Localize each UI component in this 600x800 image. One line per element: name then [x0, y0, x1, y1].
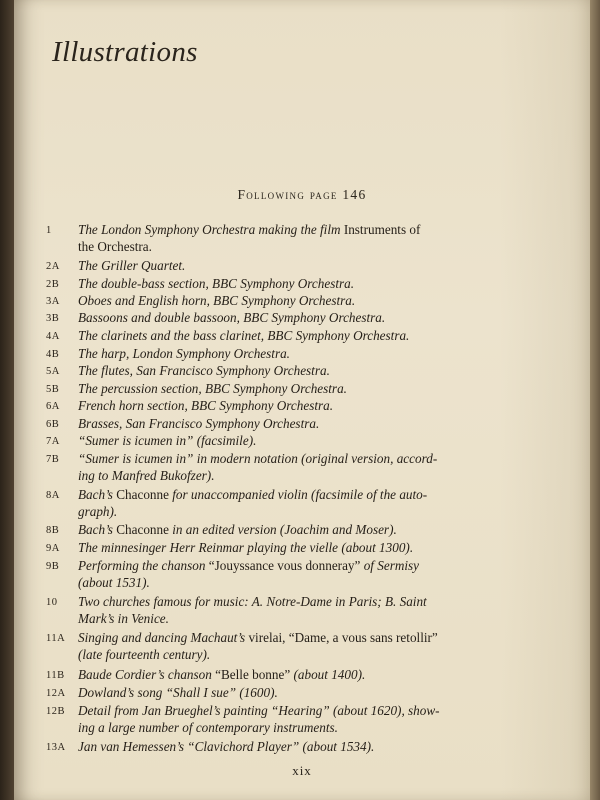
caption-line: [78, 450, 488, 467]
caption-segment: in an edited version (Joachim and Moser).: [168, 522, 397, 537]
caption: [78, 415, 488, 432]
caption-segment: of Sermisy: [360, 558, 419, 573]
plate-number: 8A: [46, 490, 60, 501]
plate-number: 3A: [46, 296, 60, 307]
caption-segment: Brasses, San Francisco Symphony Orchestra.: [78, 416, 320, 431]
caption: [78, 380, 488, 397]
caption-segment: The minnesinger Herr Reinmar playing the vielle (about 1300).: [78, 540, 414, 555]
caption-line: [78, 467, 488, 484]
caption-line: [78, 646, 488, 663]
plate-number: 12A: [46, 688, 66, 699]
caption-line: [78, 610, 488, 627]
plate-number: 13A: [46, 742, 66, 753]
caption-segment: The clarinets and the bass clarinet, BBC Symphony Orchestra.: [78, 328, 410, 343]
plate-number: 7A: [46, 436, 60, 447]
caption: [78, 432, 488, 449]
plate-number: 4B: [46, 349, 60, 360]
caption: [78, 275, 488, 292]
caption-line: [78, 684, 488, 701]
caption: [78, 539, 488, 556]
caption-line: [78, 257, 488, 274]
caption-segment: virelai, “Dame, a vous sans retollir”: [248, 630, 438, 645]
facing-page-bleed: [500, 0, 590, 800]
caption: [78, 397, 488, 414]
caption-line: [78, 666, 488, 683]
caption-segment: The double-bass section, BBC Symphony Orchestra.: [78, 276, 355, 291]
plate-number: 1: [46, 225, 52, 236]
caption-segment: French horn section, BBC Symphony Orchestra.: [78, 398, 334, 413]
caption: [78, 309, 488, 326]
plate-number: 9A: [46, 543, 60, 554]
plate-number: 3B: [46, 313, 60, 324]
caption-segment: Jan van Hemessen’s “Clavichord Player” (about 1534).: [78, 739, 375, 754]
caption-segment: The percussion section, BBC Symphony Orchestra.: [78, 381, 347, 396]
caption-segment: ing a large number of contemporary instruments.: [78, 720, 338, 735]
caption-segment: “Belle bonne”: [215, 667, 291, 682]
caption-segment: (late fourteenth century).: [78, 647, 211, 662]
caption: [78, 666, 488, 683]
caption-segment: The London Symphony Orchestra making the film: [78, 222, 344, 237]
caption-segment: Detail from Jan Brueghel’s painting “Hearing” (about 1620), show-: [78, 703, 440, 718]
section-heading: Following page 146: [237, 187, 367, 202]
caption-segment: graph).: [78, 504, 118, 519]
caption-segment: for unaccompanied violin (facsimile of the auto-: [168, 487, 428, 502]
caption-segment: Performing the chanson: [78, 558, 209, 573]
plate-number: 12B: [46, 706, 66, 717]
caption-line: [78, 629, 488, 646]
book-page: [14, 0, 590, 800]
caption-line: [78, 362, 488, 379]
caption-line: [78, 292, 488, 309]
page-title: Illustrations: [52, 36, 198, 68]
caption-line: [78, 432, 488, 449]
plate-number: 7B: [46, 454, 60, 465]
plate-number: 5B: [46, 384, 60, 395]
page-number: xix: [292, 763, 312, 778]
caption-segment: The flutes, San Francisco Symphony Orchestra.: [78, 363, 330, 378]
caption-line: [78, 397, 488, 414]
caption: [78, 327, 488, 344]
caption-line: [78, 574, 488, 591]
caption-line: [78, 486, 488, 503]
caption-line: [78, 221, 488, 238]
caption: [78, 292, 488, 309]
caption: [78, 557, 488, 591]
caption-segment: Bach’s: [78, 522, 117, 537]
caption-segment: The harp, London Symphony Orchestra.: [78, 346, 290, 361]
caption: [78, 684, 488, 701]
caption: [78, 257, 488, 274]
caption-segment: Two churches famous for music: A. Notre-Dame in Paris; B. Saint: [78, 594, 427, 609]
caption-line: [78, 521, 488, 538]
caption: [78, 629, 488, 663]
caption: [78, 221, 488, 255]
plate-number: 6B: [46, 419, 60, 430]
caption-segment: “Jouyssance vous donneray”: [208, 558, 361, 573]
plate-number: 2A: [46, 261, 60, 272]
plate-number: 2B: [46, 279, 60, 290]
caption: [78, 345, 488, 362]
caption-segment: “Sumer is icumen in” (facsimile).: [78, 433, 257, 448]
caption-segment: Chaconne: [116, 487, 169, 502]
caption-line: [78, 380, 488, 397]
caption-segment: Singing and dancing Machaut’s: [78, 630, 249, 645]
caption-segment: Chaconne: [116, 522, 169, 537]
caption-line: [78, 275, 488, 292]
plate-number: 9B: [46, 561, 60, 572]
plate-number: 11A: [46, 633, 66, 644]
plate-number: 10: [46, 597, 58, 608]
caption-line: [78, 503, 488, 520]
caption-segment: Baude Cordier’s chanson: [78, 667, 216, 682]
plate-number: 6A: [46, 401, 60, 412]
caption-segment: the Orchestra.: [78, 239, 152, 254]
caption-line: [78, 309, 488, 326]
caption-line: [78, 415, 488, 432]
caption-line: [78, 593, 488, 610]
plate-number: 8B: [46, 525, 60, 536]
caption-segment: (about 1400).: [290, 667, 366, 682]
caption-line: [78, 719, 488, 736]
caption-segment: Bassoons and double bassoon, BBC Symphony Orchestra.: [78, 310, 386, 325]
caption-line: [78, 238, 488, 255]
caption: [78, 593, 488, 627]
caption: [78, 362, 488, 379]
caption-line: [78, 345, 488, 362]
caption: [78, 450, 488, 484]
caption-line: [78, 557, 488, 574]
caption: [78, 486, 488, 520]
plate-number: 4A: [46, 331, 60, 342]
caption-segment: ing to Manfred Bukofzer).: [78, 468, 215, 483]
caption-segment: The Griller Quartet.: [78, 258, 186, 273]
caption-segment: Bach’s: [78, 487, 117, 502]
caption-line: [78, 539, 488, 556]
caption-line: [78, 327, 488, 344]
caption-segment: Dowland’s song “Shall I sue” (1600).: [78, 685, 278, 700]
caption: [78, 738, 488, 755]
caption-segment: Oboes and English horn, BBC Symphony Orchestra.: [78, 293, 356, 308]
plate-number: 5A: [46, 366, 60, 377]
plate-number: 11B: [46, 670, 65, 681]
caption: [78, 702, 488, 736]
caption-segment: Mark’s in Venice.: [78, 611, 169, 626]
caption-segment: (about 1531).: [78, 575, 150, 590]
caption-line: [78, 702, 488, 719]
caption-segment: “Sumer is icumen in” in modern notation (original version, accord-: [78, 451, 438, 466]
caption: [78, 521, 488, 538]
caption-line: [78, 738, 488, 755]
caption-segment: Instruments of: [343, 222, 421, 237]
